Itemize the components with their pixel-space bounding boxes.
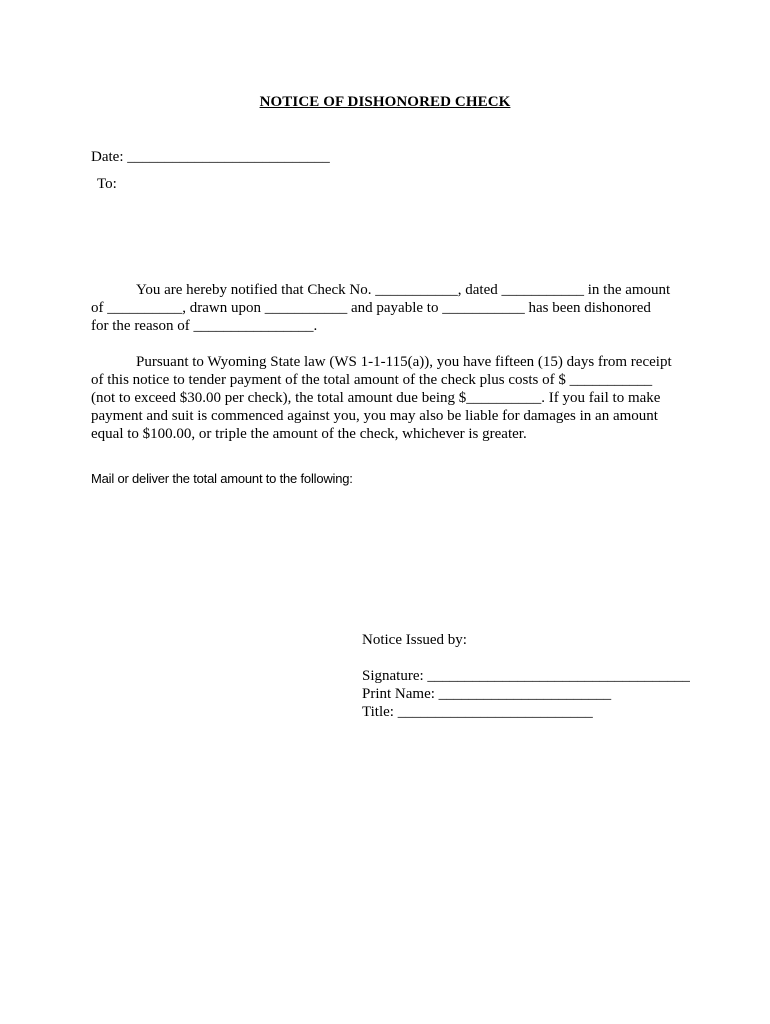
notification-paragraph — [91, 281, 681, 335]
title-field: Title: __________________________ — [362, 704, 593, 720]
paragraph-line: for the reason of ________________. — [91, 318, 318, 334]
date-field: Date: ___________________________ — [91, 149, 330, 165]
paragraph-line: of __________, drawn upon ___________ and payable to ___________ has been dishonored — [91, 300, 651, 316]
paragraph-line: payment and suit is commenced against you, you may also be liable for damages in an amount — [91, 408, 658, 424]
to-label: To: — [97, 176, 117, 192]
paragraph-line: (not to exceed $30.00 per check), the total amount due being $__________. If you fail to make — [91, 390, 661, 406]
paragraph-line: Pursuant to Wyoming State law (WS 1-1-115(a)), you have fifteen (15) days from receipt — [136, 354, 672, 370]
legal-paragraph — [91, 353, 681, 443]
print-name-field: Print Name: _______________________ — [362, 686, 612, 702]
signature-field: Signature: ___________________________________ — [362, 668, 690, 684]
document-title: NOTICE OF DISHONORED CHECK — [259, 94, 511, 110]
paragraph-line: of this notice to tender payment of the total amount of the check plus costs of $ ___________ — [91, 372, 653, 388]
mail-instruction: Mail or deliver the total amount to the following: — [91, 471, 353, 486]
paragraph-line: You are hereby notified that Check No. ___________, dated ___________ in the amount — [136, 282, 671, 298]
paragraph-line: equal to $100.00, or triple the amount of the check, whichever is greater. — [91, 426, 527, 442]
notice-issued-by-label: Notice Issued by: — [362, 632, 467, 648]
